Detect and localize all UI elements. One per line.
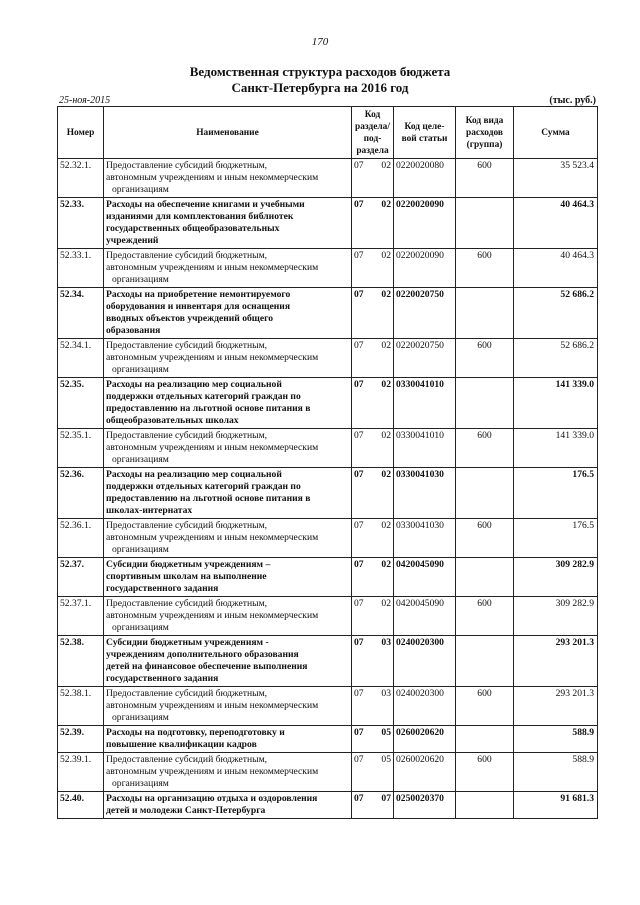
row-name: [104, 753, 352, 792]
row-name-line: автономным учреждениям и иным некоммерческим: [106, 262, 319, 273]
row-sum: 176.5: [514, 468, 598, 519]
table-row: [58, 726, 598, 753]
row-sum: 141 339.0: [514, 378, 598, 429]
row-name: [104, 339, 352, 378]
table-row: [58, 288, 598, 339]
row-section-code: [352, 339, 394, 378]
row-name-line: организациям: [112, 778, 169, 789]
row-name-line: автономным учреждениям и иным некоммерческим: [106, 352, 319, 363]
section-code: 07: [354, 340, 364, 351]
row-number: 52.33.: [58, 198, 104, 249]
row-target-code: 0330041010: [394, 429, 456, 468]
row-number: 52.36.1.: [58, 519, 104, 558]
row-target-code: 0240020300: [394, 636, 456, 687]
row-section-code: [352, 558, 394, 597]
section-code: 07: [354, 379, 364, 390]
table-row: [58, 378, 598, 429]
table-row: [58, 753, 598, 792]
section-code: 07: [354, 637, 364, 648]
row-section-code: [352, 429, 394, 468]
row-section-code: [352, 687, 394, 726]
row-name-line: повышение квалификации кадров: [106, 739, 257, 750]
row-expense-kind: [456, 558, 514, 597]
row-number: 52.40.: [58, 792, 104, 819]
row-section-code: [352, 468, 394, 519]
row-target-code: 0420045090: [394, 558, 456, 597]
subsection-code: 02: [381, 160, 391, 171]
subsection-code: 03: [381, 637, 391, 648]
row-name-line: Предоставление субсидий бюджетным,: [106, 340, 268, 351]
section-code: 07: [354, 793, 364, 804]
row-name-line: Субсидии бюджетным учреждениям –: [106, 559, 271, 570]
row-number: 52.36.: [58, 468, 104, 519]
row-sum: 588.9: [514, 753, 598, 792]
row-name-line: государственных общеобразовательных: [106, 223, 280, 234]
row-name-line: Субсидии бюджетным учреждениям -: [106, 637, 269, 648]
subsection-code: 02: [381, 289, 391, 300]
row-number: 52.33.1.: [58, 249, 104, 288]
row-number: 52.38.: [58, 636, 104, 687]
row-name: [104, 726, 352, 753]
row-name-line: организациям: [112, 622, 169, 633]
row-name-line: вводных объектов учреждений общего: [106, 313, 274, 324]
row-name-line: Предоставление субсидий бюджетным,: [106, 688, 268, 699]
row-expense-kind: [456, 378, 514, 429]
row-name-line: организациям: [112, 712, 169, 723]
row-name-line: предоставлению на льготной основе питания в: [106, 493, 311, 504]
row-target-code: 0260020620: [394, 726, 456, 753]
row-target-code: 0330041030: [394, 519, 456, 558]
section-code: 07: [354, 688, 364, 699]
row-expense-kind: [456, 726, 514, 753]
row-name-line: автономным учреждениям и иным некоммерческим: [106, 766, 319, 777]
subsection-code: 02: [381, 199, 391, 210]
row-section-code: [352, 753, 394, 792]
row-name-line: организациям: [112, 274, 169, 285]
subsection-code: 02: [381, 520, 391, 531]
subsection-code: 02: [381, 469, 391, 480]
row-name: [104, 159, 352, 198]
row-expense-kind: 600: [456, 597, 514, 636]
row-name-line: изданиями для комплектования библиотек: [106, 211, 294, 222]
row-sum: 40 464.3: [514, 249, 598, 288]
row-number: 52.39.1.: [58, 753, 104, 792]
section-code: 07: [354, 559, 364, 570]
table-row: [58, 792, 598, 819]
row-name-line: Расходы на приобретение немонтируемого: [106, 289, 291, 300]
row-section-code: [352, 792, 394, 819]
subsection-code: 02: [381, 250, 391, 261]
row-sum: 176.5: [514, 519, 598, 558]
row-target-code: 0250020370: [394, 792, 456, 819]
row-expense-kind: 600: [456, 753, 514, 792]
section-code: 07: [354, 430, 364, 441]
table-row: [58, 597, 598, 636]
header-name: Наименование: [104, 107, 352, 159]
row-target-code: 0220020750: [394, 339, 456, 378]
row-name-line: Предоставление субсидий бюджетным,: [106, 520, 268, 531]
row-name-line: Предоставление субсидий бюджетным,: [106, 598, 268, 609]
row-name-line: государственного задания: [106, 673, 219, 684]
row-sum: 309 282.9: [514, 597, 598, 636]
units-label: (тыс. руб.): [549, 95, 596, 106]
row-target-code: 0330041030: [394, 468, 456, 519]
section-code: 07: [354, 160, 364, 171]
row-expense-kind: 600: [456, 687, 514, 726]
page-number: 170: [311, 36, 329, 48]
table-row: [58, 198, 598, 249]
row-name-line: Предоставление субсидий бюджетным,: [106, 250, 268, 261]
title-line-2: Санкт-Петербурга на 2016 год: [231, 80, 409, 95]
subsection-code: 02: [381, 430, 391, 441]
row-sum: 588.9: [514, 726, 598, 753]
row-name: [104, 249, 352, 288]
row-name-line: Расходы на организацию отдыха и оздоровления: [106, 793, 318, 804]
row-name-line: Предоставление субсидий бюджетным,: [106, 430, 268, 441]
row-expense-kind: 600: [456, 429, 514, 468]
section-code: 07: [354, 598, 364, 609]
row-name-line: автономным учреждениям и иным некоммерческим: [106, 442, 319, 453]
table-row: [58, 429, 598, 468]
row-expense-kind: 600: [456, 339, 514, 378]
row-target-code: 0220020080: [394, 159, 456, 198]
row-section-code: [352, 159, 394, 198]
row-expense-kind: [456, 288, 514, 339]
row-section-code: [352, 636, 394, 687]
row-name-line: автономным учреждениям и иным некоммерческим: [106, 700, 319, 711]
header-sum: Сумма: [514, 107, 598, 159]
row-name: [104, 288, 352, 339]
row-expense-kind: 600: [456, 249, 514, 288]
row-name-line: Предоставление субсидий бюджетным,: [106, 754, 268, 765]
table-row: [58, 687, 598, 726]
row-number: 52.38.1.: [58, 687, 104, 726]
row-number: 52.37.1.: [58, 597, 104, 636]
row-target-code: 0330041010: [394, 378, 456, 429]
row-name: [104, 597, 352, 636]
budget-table: [57, 106, 598, 819]
row-sum: 91 681.3: [514, 792, 598, 819]
row-name-line: детей и молодежи Санкт-Петербурга: [106, 805, 266, 816]
row-sum: 293 201.3: [514, 687, 598, 726]
section-code: 07: [354, 289, 364, 300]
row-section-code: [352, 249, 394, 288]
subsection-code: 02: [381, 340, 391, 351]
row-name-line: учреждений: [106, 235, 159, 246]
row-number: 52.35.: [58, 378, 104, 429]
row-number: 52.32.1.: [58, 159, 104, 198]
row-name-line: школах-интернатах: [106, 505, 193, 516]
row-number: 52.37.: [58, 558, 104, 597]
table-row: [58, 519, 598, 558]
row-name: [104, 792, 352, 819]
row-name-line: организациям: [112, 544, 169, 555]
row-expense-kind: 600: [456, 159, 514, 198]
subsection-code: 03: [381, 688, 391, 699]
section-code: 07: [354, 727, 364, 738]
row-target-code: 0220020750: [394, 288, 456, 339]
row-sum: 309 282.9: [514, 558, 598, 597]
subsection-code: 05: [381, 727, 391, 738]
table-row: [58, 636, 598, 687]
row-name-line: организациям: [112, 184, 169, 195]
row-sum: 141 339.0: [514, 429, 598, 468]
row-name-line: организациям: [112, 364, 169, 375]
row-expense-kind: [456, 636, 514, 687]
section-code: 07: [354, 754, 364, 765]
row-name: [104, 636, 352, 687]
row-target-code: 0220020090: [394, 249, 456, 288]
row-sum: 52 686.2: [514, 339, 598, 378]
row-section-code: [352, 726, 394, 753]
row-section-code: [352, 519, 394, 558]
row-section-code: [352, 198, 394, 249]
row-name-line: Расходы на подготовку, переподготовку и: [106, 727, 285, 738]
row-name-line: автономным учреждениям и иным некоммерческим: [106, 610, 319, 621]
section-code: 07: [354, 520, 364, 531]
row-name-line: спортивным школам на выполнение: [106, 571, 267, 582]
row-expense-kind: [456, 468, 514, 519]
row-name-line: учреждениям дополнительного образования: [106, 649, 299, 660]
table-row: [58, 249, 598, 288]
row-name: [104, 687, 352, 726]
subsection-code: 02: [381, 559, 391, 570]
table-row: [58, 558, 598, 597]
row-name-line: образования: [106, 325, 161, 336]
header-target: Код целе- вой статьи: [394, 107, 456, 159]
header-number: Номер: [58, 107, 104, 159]
row-name-line: Расходы на реализацию мер социальной: [106, 379, 282, 390]
row-section-code: [352, 378, 394, 429]
table-row: [58, 339, 598, 378]
row-name-line: поддержки отдельных категорий граждан по: [106, 481, 301, 492]
document-date: 25-ноя-2015: [59, 95, 111, 106]
row-name: [104, 198, 352, 249]
title-line-1: Ведомственная структура расходов бюджета: [189, 64, 451, 79]
row-name: [104, 558, 352, 597]
row-number: 52.34.1.: [58, 339, 104, 378]
row-target-code: 0260020620: [394, 753, 456, 792]
row-name-line: Расходы на реализацию мер социальной: [106, 469, 282, 480]
table-row: [58, 468, 598, 519]
row-sum: 293 201.3: [514, 636, 598, 687]
subsection-code: 02: [381, 379, 391, 390]
row-target-code: 0240020300: [394, 687, 456, 726]
row-expense-kind: 600: [456, 519, 514, 558]
row-name: [104, 468, 352, 519]
row-number: 52.39.: [58, 726, 104, 753]
header-section: Код раздела/ под- раздела: [352, 107, 394, 159]
header-expense-kind: Код вида расходов (группа): [456, 107, 514, 159]
row-target-code: 0220020090: [394, 198, 456, 249]
row-name-line: автономным учреждениям и иным некоммерческим: [106, 532, 319, 543]
row-sum: 40 464.3: [514, 198, 598, 249]
row-section-code: [352, 597, 394, 636]
section-code: 07: [354, 199, 364, 210]
row-name-line: детей на финансовое обеспечение выполнения: [106, 661, 308, 672]
subsection-code: 07: [381, 793, 391, 804]
row-sum: 52 686.2: [514, 288, 598, 339]
row-name-line: Расходы на обеспечение книгами и учебными: [106, 199, 305, 210]
row-expense-kind: [456, 198, 514, 249]
row-name-line: поддержки отдельных категорий граждан по: [106, 391, 301, 402]
row-name-line: организациям: [112, 454, 169, 465]
row-name: [104, 429, 352, 468]
row-name: [104, 378, 352, 429]
row-number: 52.34.: [58, 288, 104, 339]
row-sum: 35 523.4: [514, 159, 598, 198]
subsection-code: 05: [381, 754, 391, 765]
subsection-code: 02: [381, 598, 391, 609]
row-name-line: автономным учреждениям и иным некоммерческим: [106, 172, 319, 183]
row-number: 52.35.1.: [58, 429, 104, 468]
table-row: [58, 159, 598, 198]
row-name-line: общеобразовательных школах: [106, 415, 239, 426]
row-name-line: государственного задания: [106, 583, 219, 594]
section-code: 07: [354, 469, 364, 480]
row-section-code: [352, 288, 394, 339]
row-name-line: оборудования и инвентаря для оснащения: [106, 301, 291, 312]
row-expense-kind: [456, 792, 514, 819]
row-name-line: предоставлению на льготной основе питания в: [106, 403, 311, 414]
row-target-code: 0420045090: [394, 597, 456, 636]
row-name: [104, 519, 352, 558]
section-code: 07: [354, 250, 364, 261]
document-title: [0, 64, 640, 96]
row-name-line: Предоставление субсидий бюджетным,: [106, 160, 268, 171]
